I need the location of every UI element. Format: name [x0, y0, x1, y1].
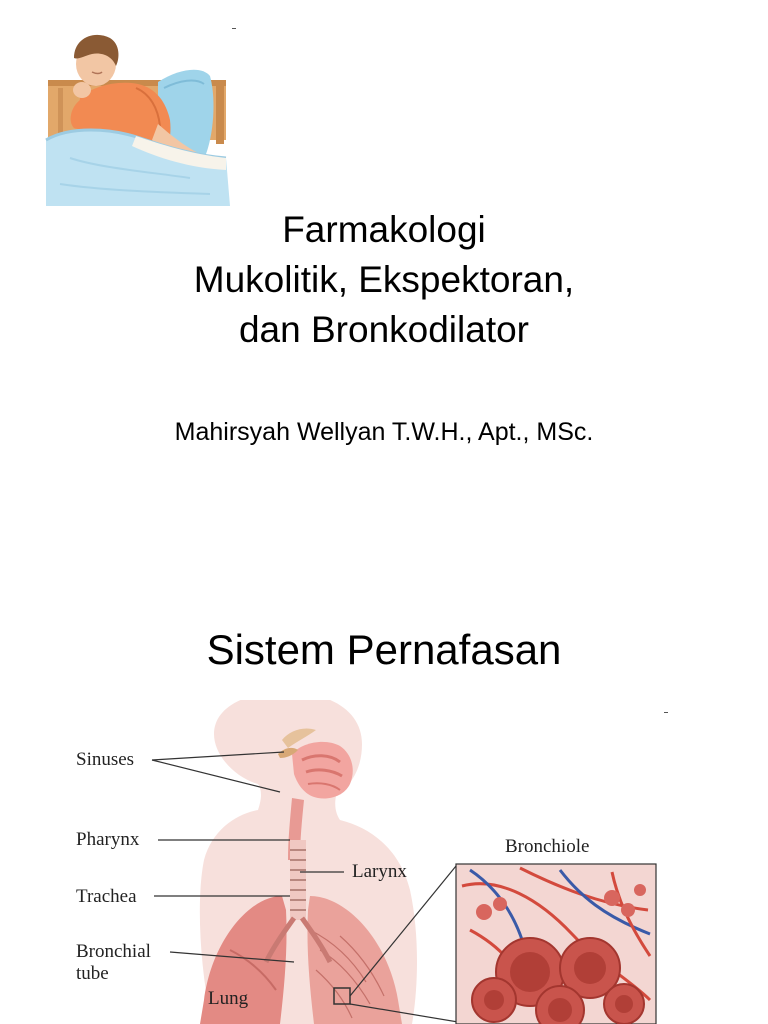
- author-name: Mahirsyah Wellyan T.W.H., Apt., MSc.: [174, 418, 594, 446]
- title-line: dan Bronkodilator: [238, 309, 530, 350]
- label-bronchiole: Bronchiole: [505, 836, 590, 857]
- label-pharynx: Pharynx: [76, 829, 140, 850]
- label-bronchial-tube: [76, 941, 151, 985]
- label-sinuses: Sinuses: [76, 749, 135, 770]
- coughing-patient-illustration: [40, 28, 232, 206]
- label-trachea: Trachea: [76, 886, 137, 907]
- label-lung: Lung: [208, 988, 249, 1009]
- presentation-title: [0, 205, 768, 355]
- title-line: Farmakologi: [282, 209, 486, 250]
- corner-mark: [232, 28, 236, 29]
- slide-title: Sistem Pernafasan: [206, 626, 562, 673]
- title-line: Mukolitik, Ekspektoran,: [193, 259, 575, 300]
- label-larynx: Larynx: [352, 861, 407, 882]
- label-bronchial-line: Bronchial: [76, 941, 151, 962]
- respiratory-system-slide: [0, 560, 768, 1024]
- label-tube-line: tube: [76, 963, 109, 984]
